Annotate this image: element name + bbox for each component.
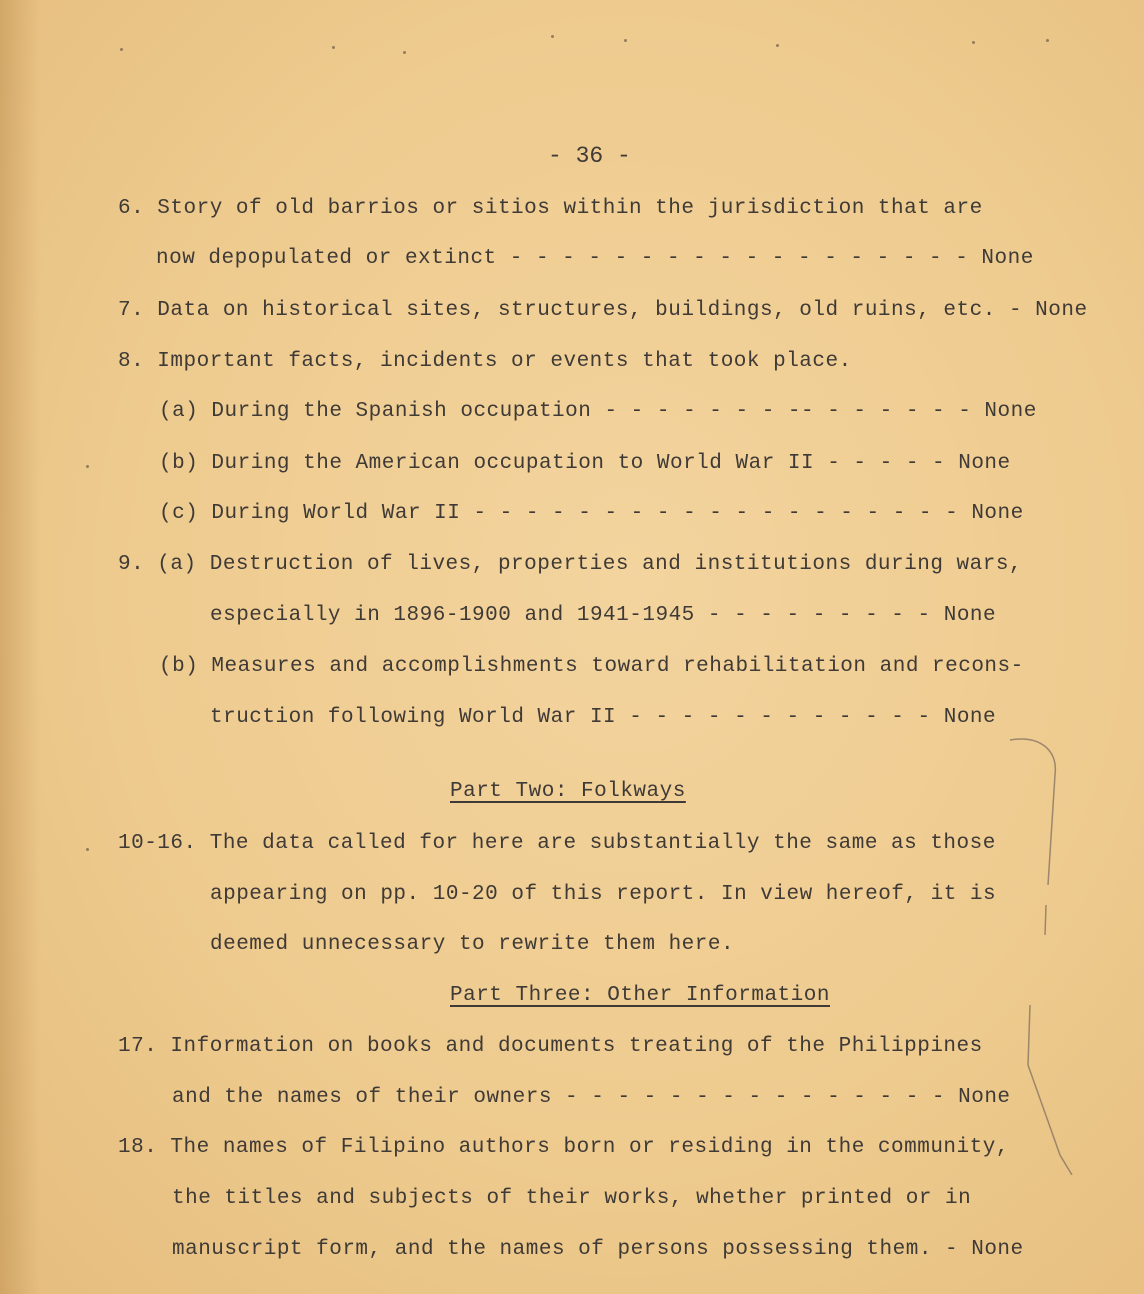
item9a-line2: especially in 1896-1900 and 1941-1945 - - - - - - - - - None xyxy=(210,604,997,627)
item17-line2: and the names of their owners - - - - - - - - - - - - - - - None xyxy=(172,1086,1011,1109)
item17-line1: 17. Information on books and documents treating of the Philippines xyxy=(118,1035,983,1058)
paper-speck xyxy=(403,51,406,54)
paper-speck xyxy=(1046,39,1049,42)
item6-line2: now depopulated or extinct - - - - - - - - - - - - - - - - - - None xyxy=(156,247,1034,270)
paper-speck xyxy=(776,44,779,47)
item6-line1: 6. Story of old barrios or sitios within the jurisdiction that are xyxy=(118,197,983,220)
part-two-heading: Part Two: Folkways xyxy=(450,780,686,803)
item8c: (c) During World War II - - - - - - - - - - - - - - - - - - - None xyxy=(159,502,1024,525)
item7: 7. Data on historical sites, structures, buildings, old ruins, etc. - None xyxy=(118,299,1088,322)
paper-speck xyxy=(332,46,335,49)
item8a: (a) During the Spanish occupation - - - - - - - -- - - - - - - None xyxy=(159,400,1037,423)
part-two-line3: deemed unnecessary to rewrite them here. xyxy=(210,933,735,956)
paper-speck xyxy=(86,848,89,851)
margin-pencil-bracket xyxy=(1000,735,1090,1175)
item8b: (b) During the American occupation to World War II - - - - - None xyxy=(159,452,1011,475)
part-three-heading: Part Three: Other Information xyxy=(450,984,830,1007)
page-number: - 36 - xyxy=(548,143,631,169)
item9a-line1: 9. (a) Destruction of lives, properties and institutions during wars, xyxy=(118,553,1023,576)
item18-line1: 18. The names of Filipino authors born or residing in the community, xyxy=(118,1136,1009,1159)
paper-speck xyxy=(86,465,89,468)
item18-line3: manuscript form, and the names of persons possessing them. - None xyxy=(172,1238,1024,1261)
paper-speck xyxy=(120,48,123,51)
paper-speck xyxy=(624,39,627,42)
item18-line2: the titles and subjects of their works, whether printed or in xyxy=(172,1187,972,1210)
part-two-line1: 10-16. The data called for here are substantially the same as those xyxy=(118,832,996,855)
item8: 8. Important facts, incidents or events that took place. xyxy=(118,350,852,373)
item9b-line2: truction following World War II - - - - - - - - - - - - None xyxy=(210,706,997,729)
paper-speck xyxy=(551,35,554,38)
item9b-line1: (b) Measures and accomplishments toward rehabilitation and recons- xyxy=(159,655,1024,678)
paper-speck xyxy=(972,41,975,44)
part-two-line2: appearing on pp. 10-20 of this report. In view hereof, it is xyxy=(210,883,997,906)
page-edge-shadow xyxy=(0,0,40,1294)
